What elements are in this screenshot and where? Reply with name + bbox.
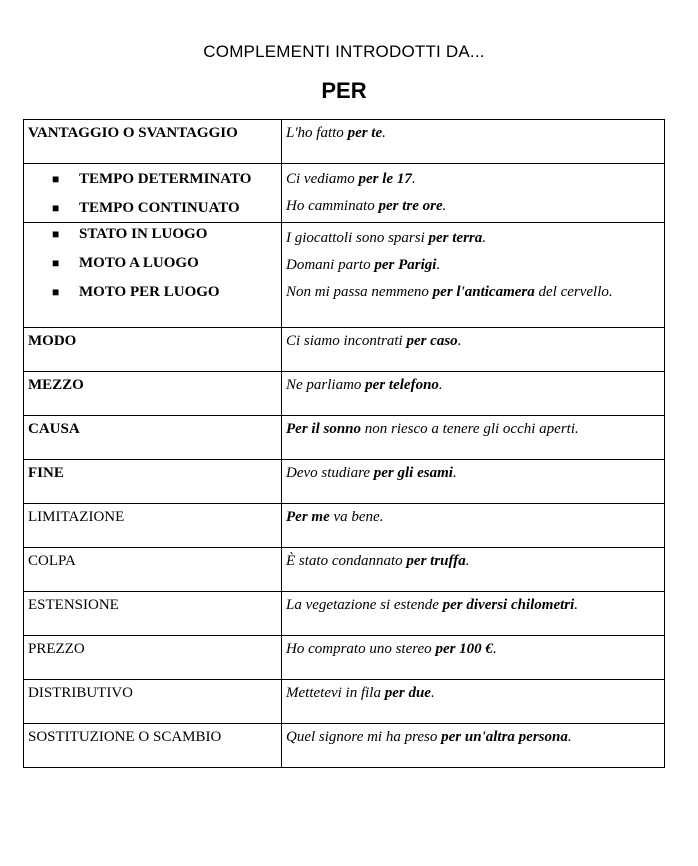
example-sentence: Non mi passa nemmeno per l'anticamera del cervello. [286,284,613,300]
example-sentence: La vegetazione si estende per diversi chilometri. [282,592,665,636]
complement-label-list [24,164,282,223]
complement-label: ■ MOTO A LUOGO [28,254,277,283]
table-row [24,636,665,680]
example-sentences [282,164,665,223]
complement-label: ■ STATO IN LUOGO [28,225,277,254]
table-row [24,328,665,372]
table-row [24,680,665,724]
example-sentence: Mettetevi in fila per due. [282,680,665,724]
complements-table [23,119,665,768]
complement-label: MODO [24,328,282,372]
example-sentence: Per il sonno non riesco a tenere gli occhi aperti. [282,416,665,460]
example-sentence: Domani parto per Parigi. [286,257,441,273]
complement-label: LIMITAZIONE [24,504,282,548]
complement-label: ESTENSIONE [24,592,282,636]
complement-label: VANTAGGIO O SVANTAGGIO [24,120,282,164]
example-sentence: Per me va bene. [282,504,665,548]
document-subtitle: PER [321,78,367,103]
example-sentence: Ho comprato uno stereo per 100 €. [282,636,665,680]
example-sentences [282,223,665,328]
table-row [24,592,665,636]
complement-label: FINE [24,460,282,504]
complement-label: DISTRIBUTIVO [24,680,282,724]
example-sentence: Devo studiare per gli esami. [282,460,665,504]
example-sentence: Quel signore mi ha preso per un'altra persona. [282,724,665,768]
table-row [24,724,665,768]
example-sentence: È stato condannato per truffa. [282,548,665,592]
complement-label: CAUSA [24,416,282,460]
table-row [24,164,665,223]
table-row [24,504,665,548]
example-sentence: L'ho fatto per te. [282,120,665,164]
table-row [24,416,665,460]
table-row [24,372,665,416]
example-sentence: Ne parliamo per telefono. [282,372,665,416]
example-sentence: Ho camminato per tre ore. [286,198,447,214]
complement-label: SOSTITUZIONE O SCAMBIO [24,724,282,768]
document-title: COMPLEMENTI INTRODOTTI DA... [203,42,485,61]
table-row [24,223,665,328]
complement-label: ■ TEMPO DETERMINATO [28,170,277,199]
table-row [24,548,665,592]
table-row [24,120,665,164]
complement-label: COLPA [24,548,282,592]
complement-label: MEZZO [24,372,282,416]
complement-label: ■ TEMPO CONTINUATO [28,199,277,217]
example-sentence: I giocattoli sono sparsi per terra. [286,230,487,246]
complement-label-list [24,223,282,328]
example-sentence: Ci siamo incontrati per caso. [282,328,665,372]
table-row [24,460,665,504]
complement-label: ■ MOTO PER LUOGO [28,283,277,312]
complement-label: PREZZO [24,636,282,680]
example-sentence: Ci vediamo per le 17. [286,171,416,187]
